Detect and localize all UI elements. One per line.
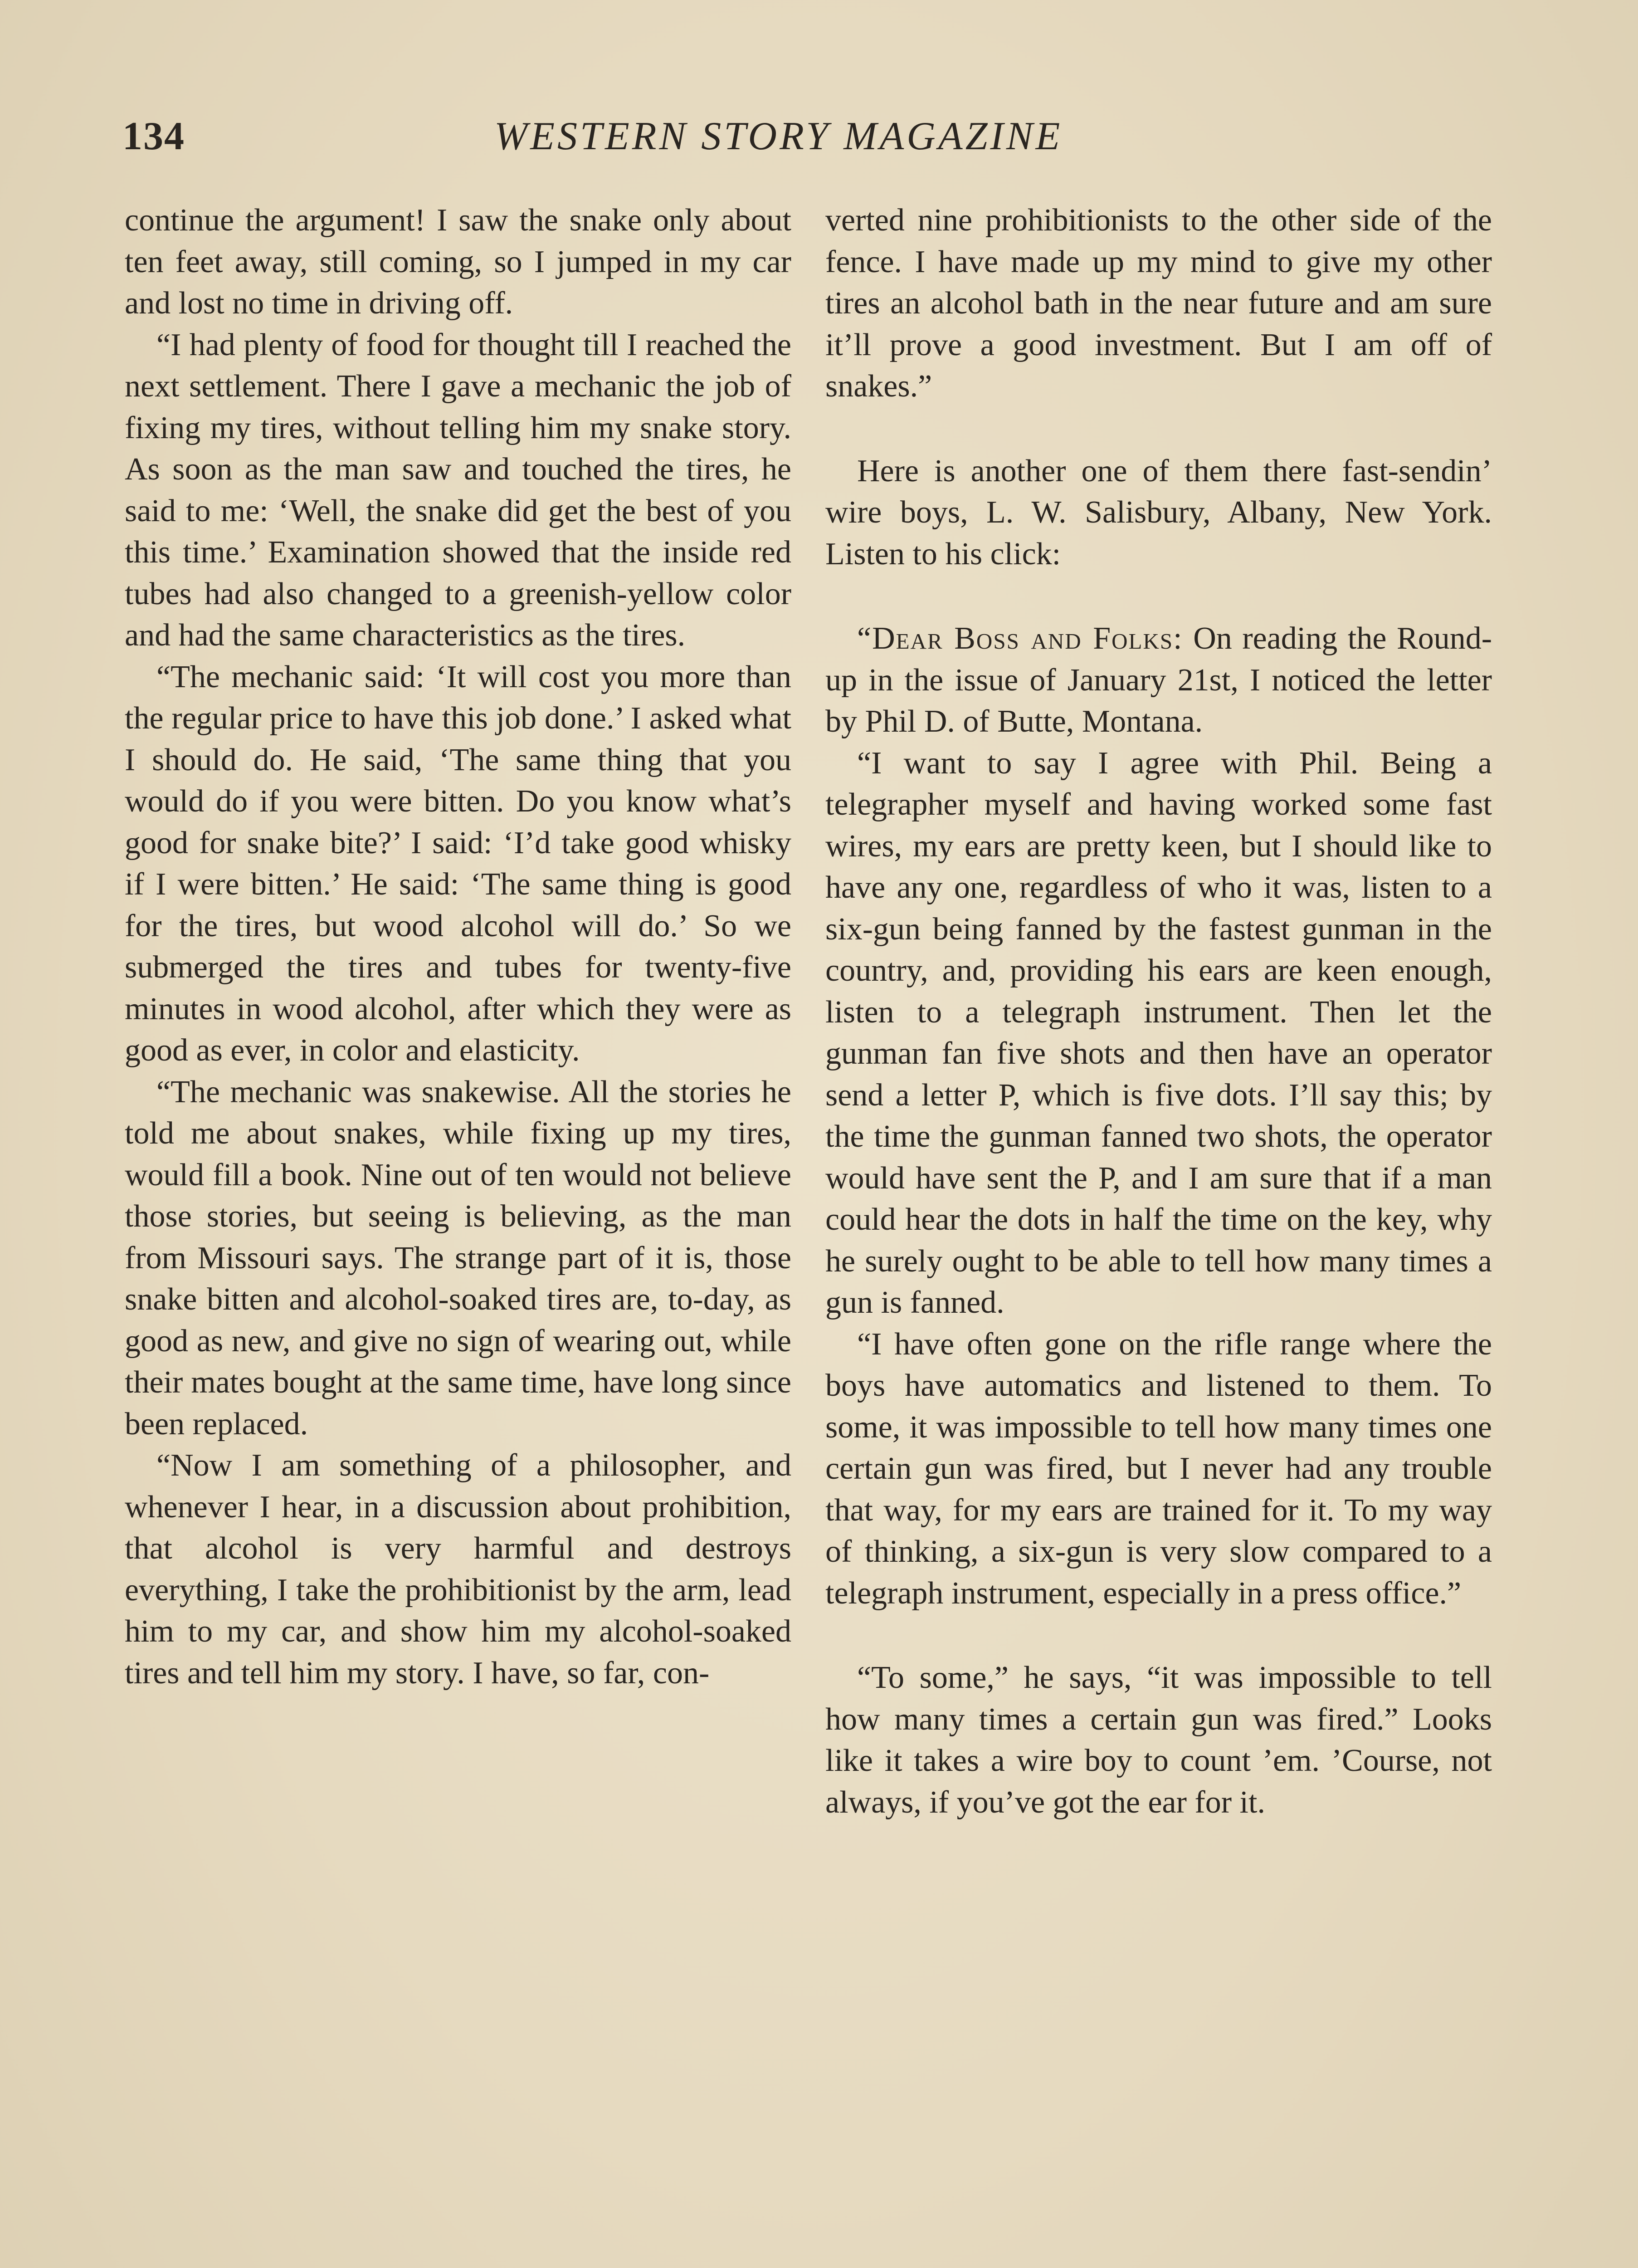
paragraph: “The mechanic was snakewise. All the stories he told me about snakes, while fixing up my tires, would fill a book. Nine out of ten would not believe those stories, but seeing is believing, as the man from Missouri says. The strange part of it is, those snake bitten and alcohol-soaked tires are, to-day, as good as new, and give no sign of wearing out, while their mates bought at the same time, have long since been replaced. [125, 1074, 791, 1442]
paragraph: “I had plenty of food for thought till I reached the next settlement. There I gave a mechanic the job of fixing my tires, without telling him my snake story. As soon as the man saw and touched the tires, he said to me: ‘Well, the snake did get the best of you this time.’ Examination showed that the inside red tubes had also changed to a greenish-yellow color and had the same characteristics as the tires. [125, 327, 791, 653]
running-title: WESTERN STORY MAGAZINE [494, 114, 1063, 158]
page-number: 134 [122, 114, 185, 158]
paragraph: continue the argument! I saw the snake only about ten feet away, still coming, so I jumped in my car and lost no time in driving off. [125, 203, 791, 321]
right-column [825, 200, 1492, 1823]
paragraph: “Now I am something of a philosopher, and whenever I hear, in a discussion about prohibition, that alcohol is very harmful and destroys everything, I take the prohibitionist by the arm, lead him to my car, and show him my alcohol-soaked tires and tell him my story. I have, so far, con- [125, 1448, 791, 1691]
paragraph: “I have often gone on the rifle range where the boys have automatics and listened to them. To some, it was impossible to tell how many times one certain gun was fired, but I never had any trouble that way, for my ears are trained for it. To my way of thinking, a six-gun is very slow compared to a telegraph instrument, especially in a press office.” [825, 1326, 1492, 1611]
paragraph: verted nine prohibitionists to the other side of the fence. I have made up my mind to give my other tires an alcohol bath in the near future and am sure it’ll prove a good investment. But I am off of snakes.” [825, 203, 1492, 404]
letter-opening [825, 618, 1492, 743]
paragraph: Here is another one of them there fast-sendin’ wire boys, L. W. Salisbury, Albany, New York. Listen to his click: [825, 453, 1492, 572]
salutation: “Dear Boss and Folks: [857, 621, 1183, 656]
left-column [125, 200, 791, 1694]
paragraph: “To some,” he says, “it was impossible to tell how many times a certain gun was fired.” Looks like it takes a wire boy to count ’em. ’Course, not always, if you’ve got the ear for it. [825, 1660, 1492, 1820]
paragraph: “I want to say I agree with Phil. Being a telegrapher myself and having worked some fast wires, my ears are pretty keen, but I should like to have any one, regardless of who it was, listen to a six-gun being fanned by the fastest gunman in the country, and, providing his ears are keen enough, listen to a telegraph instrument. Then let the gunman fan five shots and then have an operator send a letter P, which is five dots. I’ll say this; by the time the gunman fanned two shots, the operator would have sent the P, and I am sure that if a man could hear the dots in half the time on the key, why he surely ought to be able to tell how many times a gun is fanned. [825, 745, 1492, 1320]
paragraph: “The mechanic said: ‘It will cost you more than the regular price to have this job done.’ I asked what I should do. He said, ‘The same thing that you would do if you were bitten. Do you know what’s good for snake bite?’ I said: ‘I’d take good whisky if I were bitten.’ He said: ‘The same thing is good for the tires, but wood alcohol will do.’ So we submerged the tires and tubes for twenty-five minutes in wood alcohol, after which they were as good as ever, in color and elasticity. [125, 659, 791, 1068]
page-header [122, 113, 1533, 172]
letter-opening-text: On reading the Round-up in the issue of January 21st, I noticed the letter by Phil D. of Butte, Montana. [825, 621, 1492, 739]
